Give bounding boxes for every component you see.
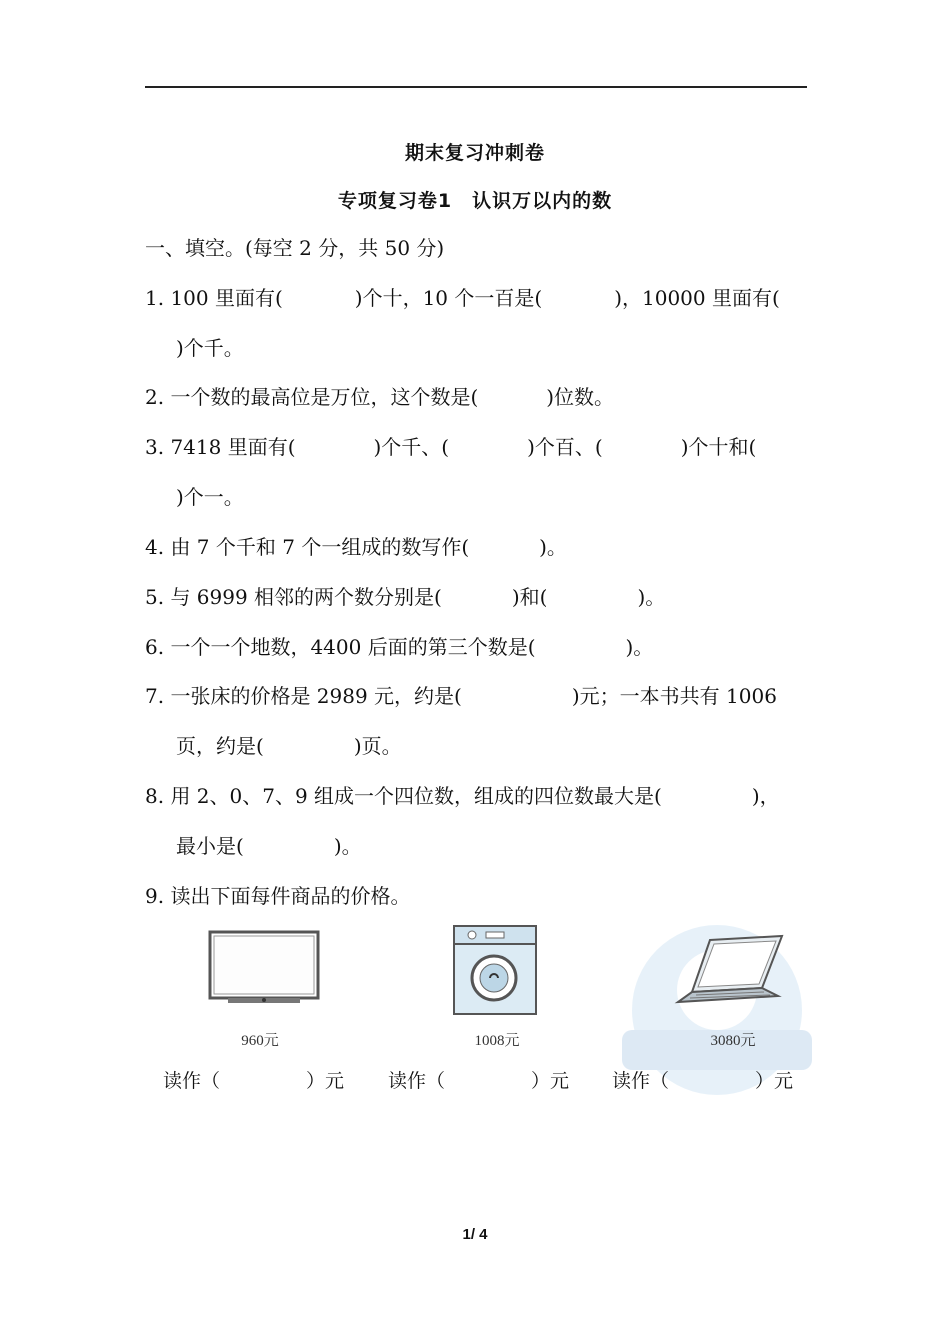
question-3 [145, 435, 756, 459]
q8-text-a: 8. 用 2、0、7、9 组成一个四位数，组成的四位数最大是( [145, 784, 662, 808]
q5-text-a: 5. 与 6999 相邻的两个数分别是( [145, 585, 442, 609]
q3-text-e: )个一。 [176, 485, 244, 509]
q4-text-a: 4. 由 7 个千和 7 个一组成的数写作( [145, 535, 470, 559]
q7-text-c: 页，约是( [176, 734, 264, 758]
q4-text-b: )。 [539, 535, 567, 559]
laptop-icon [674, 934, 786, 1010]
q7-text-b: )元；一本书共有 1006 [571, 684, 777, 708]
q3-text-d: )个十和( [680, 435, 757, 459]
q1-text-c: )，10000 里面有( [614, 286, 780, 310]
q1-text-a: 1. 100 里面有( [145, 286, 283, 310]
q3-text-b: )个千、( [373, 435, 450, 459]
header-rule [145, 86, 807, 88]
read-answer-1 [163, 1066, 344, 1093]
page-number: 1/ 4 [462, 1226, 488, 1243]
read-suffix-3: ）元 [755, 1070, 794, 1092]
q8-text-b: )， [751, 784, 780, 808]
q7-text-d: )页。 [353, 734, 402, 758]
q5-text-c: )。 [637, 585, 666, 609]
q1-text-d: )个千。 [176, 336, 244, 360]
read-answer-2 [388, 1066, 569, 1093]
question-8-cont [176, 834, 362, 858]
read-prefix-1: 读作（ [163, 1070, 221, 1092]
washing-machine-icon [450, 922, 542, 1018]
question-1 [145, 286, 780, 310]
question-3-cont [176, 485, 244, 509]
section-heading: 一、填空。(每空 2 分，共 50 分) [145, 236, 445, 260]
q2-text-a: 2. 一个数的最高位是万位，这个数是( [145, 385, 479, 409]
product-price-2: 1008元 [474, 1033, 520, 1049]
q6-text-a: 6. 一个一个地数，4400 后面的第三个数是( [145, 635, 536, 659]
q1-text-b: )个十，10 个一百是( [354, 286, 543, 310]
tv-icon [208, 930, 320, 1008]
read-answer-3 [612, 1066, 793, 1093]
question-9: 9. 读出下面每件商品的价格。 [145, 884, 411, 908]
question-7 [145, 684, 777, 708]
product-price-1: 960元 [241, 1033, 279, 1049]
q5-text-b: )和( [511, 585, 548, 609]
page-subtitle: 专项复习卷1 认识万以内的数 [337, 190, 613, 212]
read-prefix-2: 读作（ [388, 1070, 446, 1092]
question-8 [145, 784, 780, 808]
question-2 [145, 385, 614, 409]
question-4 [145, 535, 567, 559]
q8-text-c: 最小是( [176, 834, 244, 858]
read-prefix-3: 读作（ [612, 1070, 670, 1092]
q3-text-a: 3. 7418 里面有( [145, 435, 296, 459]
q6-text-b: )。 [625, 635, 654, 659]
page-title: 期末复习冲刺卷 [404, 142, 545, 164]
question-7-cont [176, 734, 402, 758]
question-6 [145, 635, 653, 659]
question-1-cont [176, 336, 244, 360]
question-5 [145, 585, 665, 609]
product-price-3: 3080元 [710, 1033, 756, 1049]
q7-text-a: 7. 一张床的价格是 2989 元，约是( [145, 684, 462, 708]
read-suffix-2: ）元 [531, 1070, 570, 1092]
q8-text-d: )。 [333, 834, 362, 858]
read-suffix-1: ）元 [306, 1070, 345, 1092]
q3-text-c: )个百、( [527, 435, 603, 459]
q2-text-b: )位数。 [546, 385, 615, 409]
